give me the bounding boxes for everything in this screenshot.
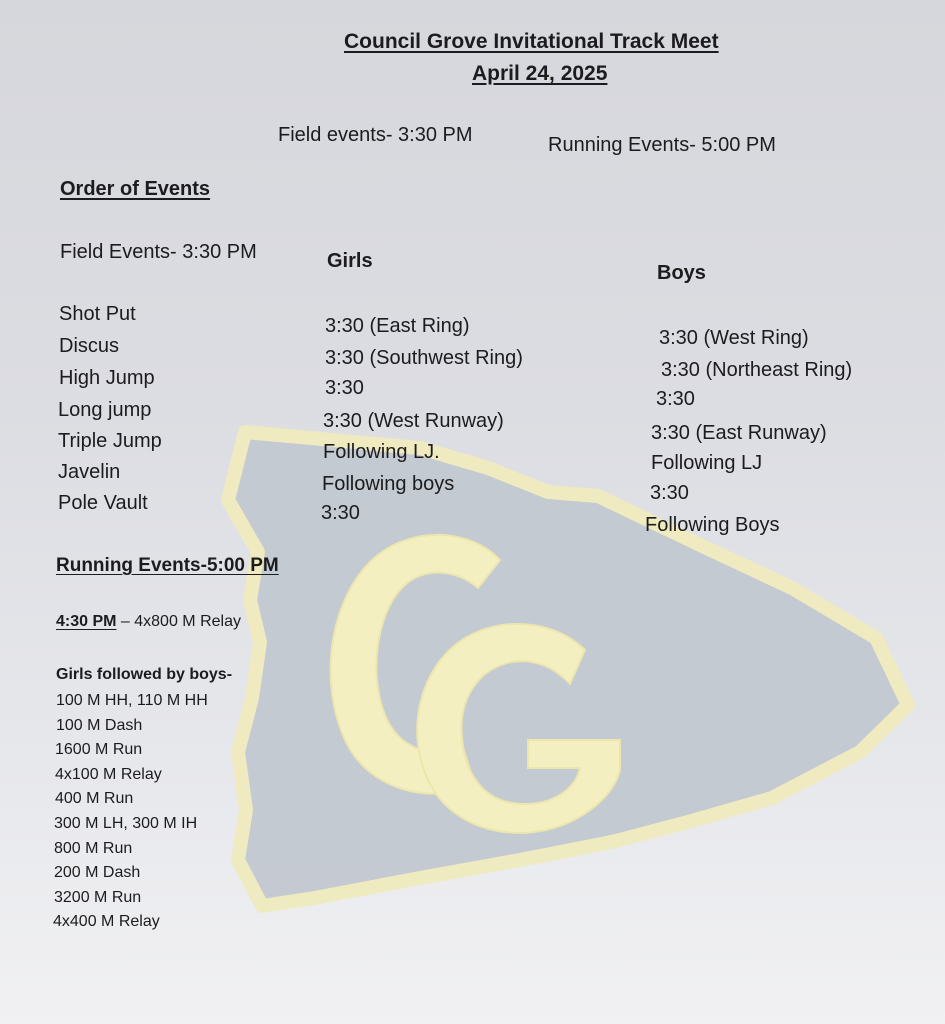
- meet-date: April 24, 2025: [472, 62, 608, 85]
- running-event-item: 4x100 M Relay: [55, 765, 162, 783]
- running-event-item: 1600 M Run: [55, 741, 143, 759]
- girls-event-time: Following boys: [322, 473, 455, 495]
- boys-event-time: 3:30 (West Ring): [659, 327, 809, 349]
- meet-title: Council Grove Invitational Track Meet: [344, 30, 719, 53]
- running-event-item: 100 M HH, 110 M HH: [56, 692, 208, 709]
- running-event-item: 200 M Dash: [54, 864, 141, 882]
- event-name: High Jump: [59, 367, 155, 389]
- girls-event-time: 3:30 (East Ring): [325, 315, 470, 337]
- girls-event-time: 3:30 (Southwest Ring): [325, 347, 523, 369]
- event-name: Long jump: [58, 399, 152, 421]
- boys-event-time: 3:30 (East Runway): [651, 422, 827, 444]
- girls-event-time: 3:30: [321, 502, 360, 524]
- boys-event-time: Following Boys: [645, 514, 780, 536]
- boys-event-time: 3:30: [650, 482, 689, 504]
- running-event-item: 300 M LH, 300 M IH: [54, 814, 198, 832]
- boys-column-header: Boys: [657, 262, 706, 284]
- running-event-item: 3200 M Run: [54, 888, 142, 906]
- relay-time: 4:30 PM: [56, 613, 117, 630]
- boys-event-time: Following LJ: [651, 452, 763, 474]
- running-start-time: Running Events- 5:00 PM: [548, 134, 776, 156]
- girls-column-header: Girls: [327, 250, 373, 272]
- event-name: Triple Jump: [58, 430, 162, 452]
- running-event-item: 800 M Run: [54, 839, 133, 857]
- event-name: Javelin: [58, 461, 121, 483]
- event-name: Pole Vault: [58, 492, 148, 514]
- boys-event-time: 3:30: [656, 388, 695, 410]
- girls-event-time: 3:30: [325, 377, 364, 399]
- running-event-item: 4x400 M Relay: [53, 913, 160, 931]
- relay-line: [56, 613, 241, 631]
- girls-event-time: Following LJ.: [323, 441, 440, 463]
- running-event-item: 400 M Run: [55, 790, 134, 808]
- event-name: Discus: [59, 335, 120, 357]
- field-events-label: Field Events- 3:30 PM: [60, 241, 257, 263]
- boys-event-time: 3:30 (Northeast Ring): [661, 359, 853, 381]
- relay-event: – 4x800 M Relay: [116, 613, 241, 630]
- order-of-events-heading: Order of Events: [60, 178, 211, 200]
- running-events-list: [54, 689, 206, 935]
- event-name: Shot Put: [59, 303, 136, 325]
- running-events-heading: Running Events-5:00 PM: [56, 555, 279, 576]
- field-start-time: Field events- 3:30 PM: [278, 124, 473, 146]
- running-event-item: 100 M Dash: [56, 716, 143, 734]
- running-order-note: Girls followed by boys-: [56, 666, 233, 683]
- girls-event-time: 3:30 (West Runway): [323, 410, 504, 432]
